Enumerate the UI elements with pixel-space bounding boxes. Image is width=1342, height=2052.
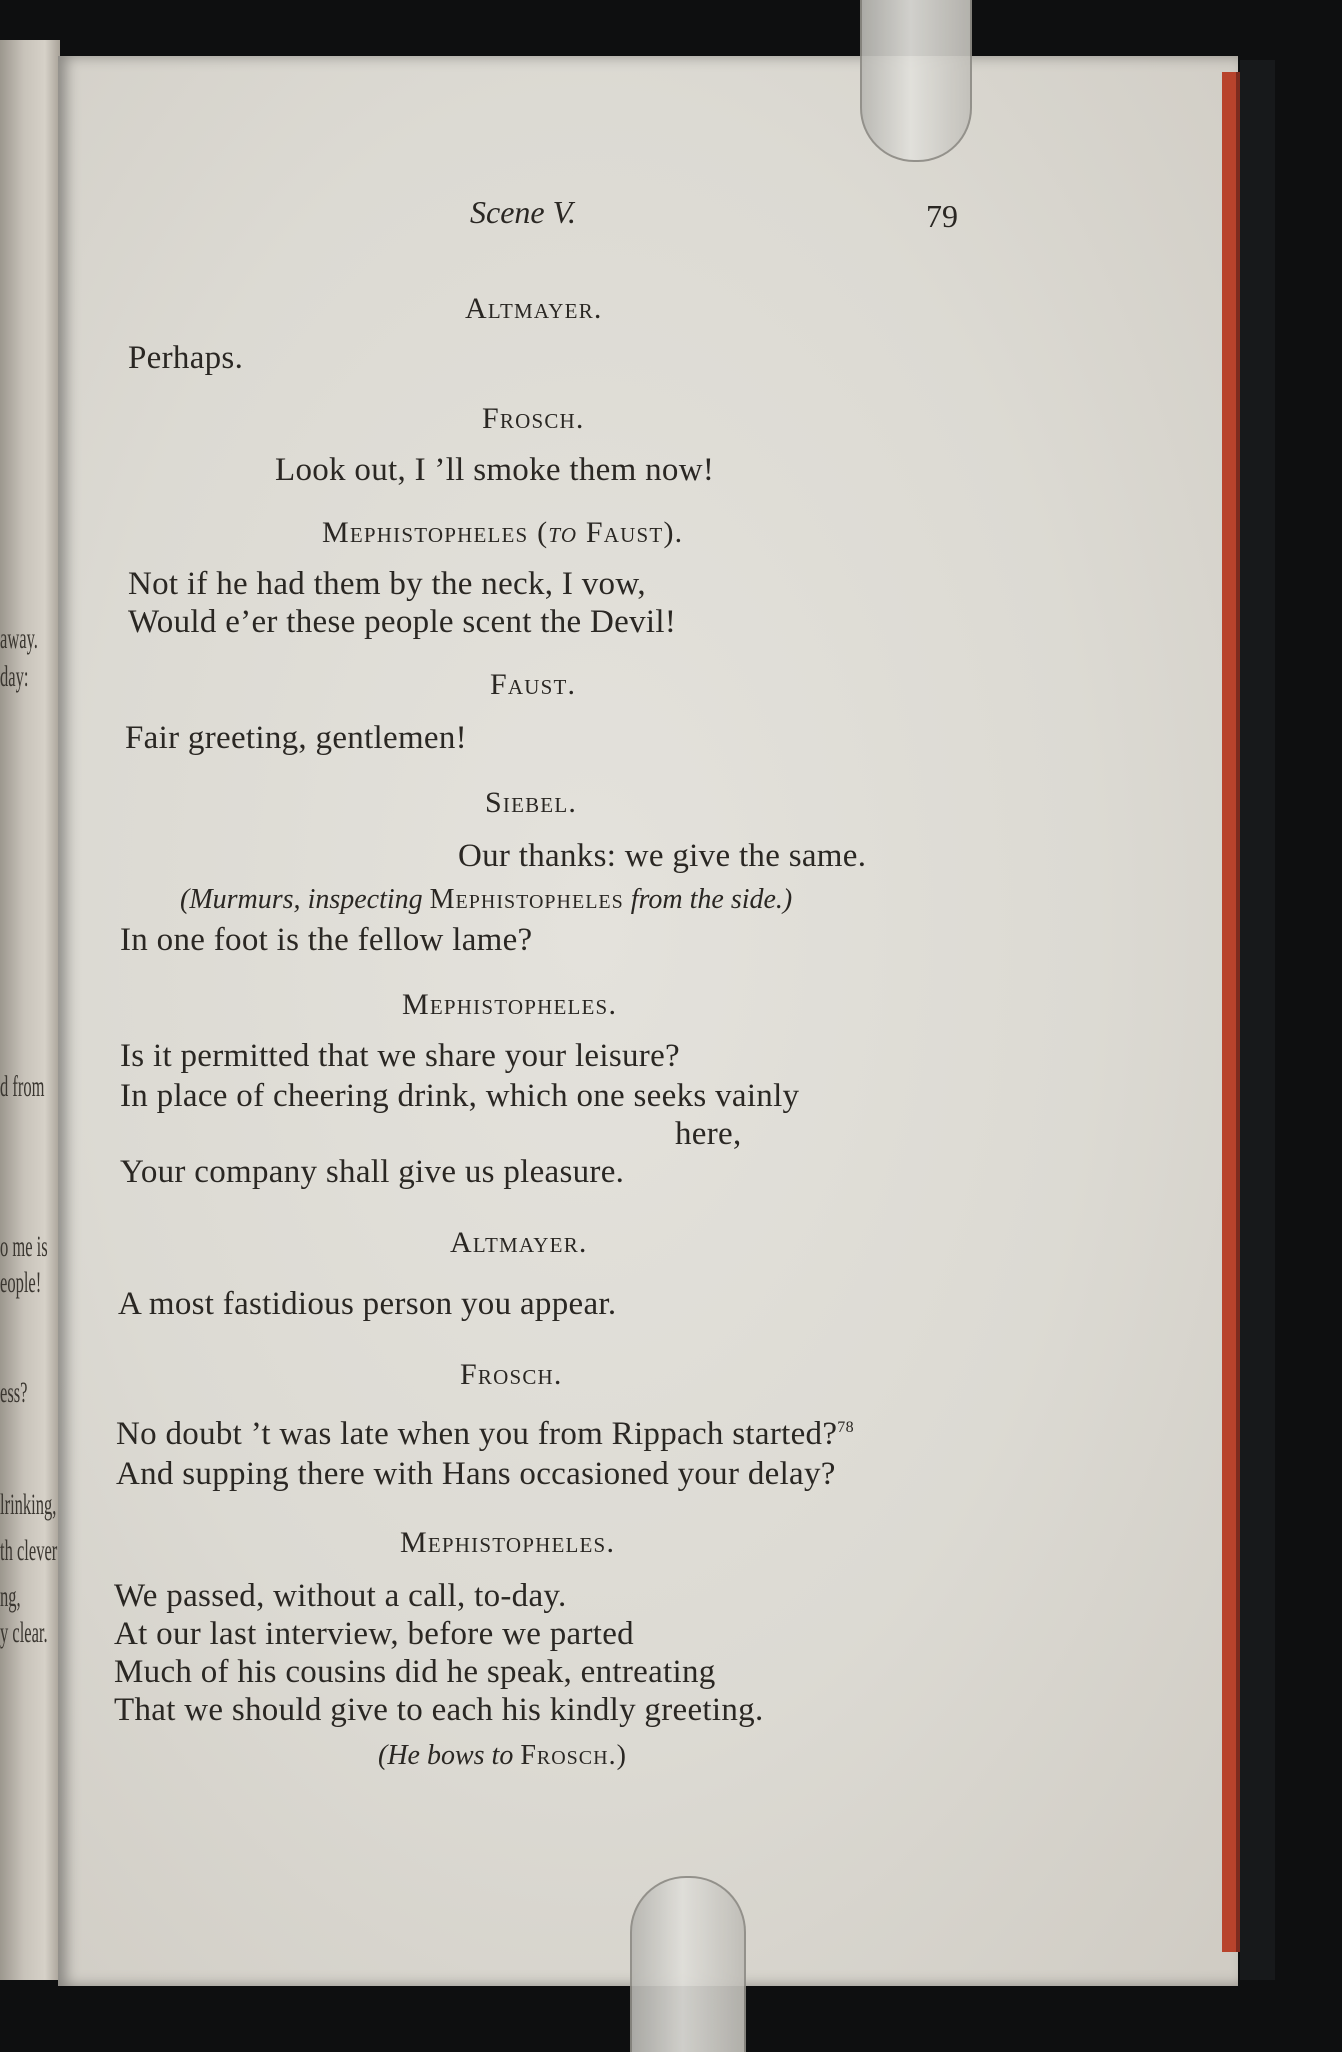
verse-line: A most fastidious person you appear.	[118, 1286, 617, 1322]
stage-direction: to	[548, 516, 578, 549]
footnote-marker: 78	[837, 1419, 854, 1436]
verse-line: And supping there with Hans occasioned your delay?	[116, 1456, 836, 1492]
left-fragment: day:	[0, 660, 29, 693]
stage-italic: (Murmurs,	[180, 884, 301, 915]
stage-character: Mephistopheles	[429, 884, 624, 915]
book-cover	[1240, 60, 1275, 1980]
speaker-target: Faust	[585, 516, 664, 549]
previous-page-edge	[0, 40, 60, 1980]
red-page-edge	[1222, 72, 1236, 1952]
left-fragment: o me is	[0, 1230, 48, 1263]
verse-line: Your company shall give us pleasure.	[120, 1154, 625, 1190]
verse-text: No doubt ’t was late when you from Rippach started?	[116, 1416, 838, 1452]
verse-line: Is it permitted that we share your leisure?	[120, 1038, 680, 1074]
stage-direction	[180, 884, 792, 916]
verse-line: Fair greeting, gentlemen!	[125, 720, 467, 756]
left-fragment: d from	[0, 1070, 45, 1103]
verse-line: Look out, I ’ll smoke them now!	[275, 452, 715, 488]
verse-line	[116, 1416, 854, 1453]
stage-italic: from the side.)	[630, 884, 793, 915]
speaker-altmayer: Altmayer.	[465, 292, 603, 325]
verse-line: Our thanks: we give the same.	[458, 838, 867, 874]
verse-line: That we should give to each his kindly greeting.	[114, 1692, 764, 1728]
speaker-mephistopheles: Mephistopheles.	[402, 988, 618, 1021]
verse-line: Would e’er these people scent the Devil!	[128, 604, 677, 640]
verse-line: We passed, without a call, to-day.	[114, 1578, 567, 1614]
verse-line: In place of cheering drink, which one seeks vainly	[120, 1078, 800, 1114]
verse-line: Perhaps.	[128, 340, 244, 376]
speaker-name: Mephistopheles	[322, 516, 529, 549]
stage-direction	[378, 1740, 627, 1772]
left-fragment: ess?	[0, 1376, 28, 1409]
stage-character: Frosch.)	[520, 1740, 627, 1771]
stage-italic: inspecting	[307, 884, 423, 915]
stage-italic: (He bows to	[378, 1740, 514, 1771]
verse-line-continuation: here,	[675, 1116, 742, 1152]
page-clip-bottom	[630, 1876, 746, 2052]
left-fragment: eople!	[0, 1266, 42, 1299]
speaker-altmayer: Altmayer.	[450, 1226, 588, 1259]
speaker-faust: Faust.	[490, 668, 577, 701]
speaker-siebel: Siebel.	[485, 786, 578, 819]
speaker-mephistopheles: Mephistopheles.	[400, 1526, 616, 1559]
verse-line: At our last interview, before we parted	[114, 1616, 634, 1652]
speaker-mephistopheles: Mephistopheles (to Faust).	[322, 516, 684, 549]
verse-line: Not if he had them by the neck, I vow,	[128, 566, 646, 602]
left-fragment: ng,	[0, 1580, 21, 1613]
running-title: Scene V.	[470, 194, 577, 230]
speaker-frosch: Frosch.	[482, 402, 585, 435]
page-clip-top	[860, 0, 972, 162]
left-fragment: lrinking,	[0, 1488, 57, 1521]
page-number: 79	[926, 198, 958, 234]
verse-line: In one foot is the fellow lame?	[120, 922, 533, 958]
speaker-frosch: Frosch.	[460, 1358, 563, 1391]
left-fragment: th clever	[0, 1534, 58, 1567]
left-fragment: y clear.	[0, 1616, 48, 1649]
left-fragment: away.	[0, 622, 38, 655]
verse-line: Much of his cousins did he speak, entreating	[114, 1654, 716, 1690]
